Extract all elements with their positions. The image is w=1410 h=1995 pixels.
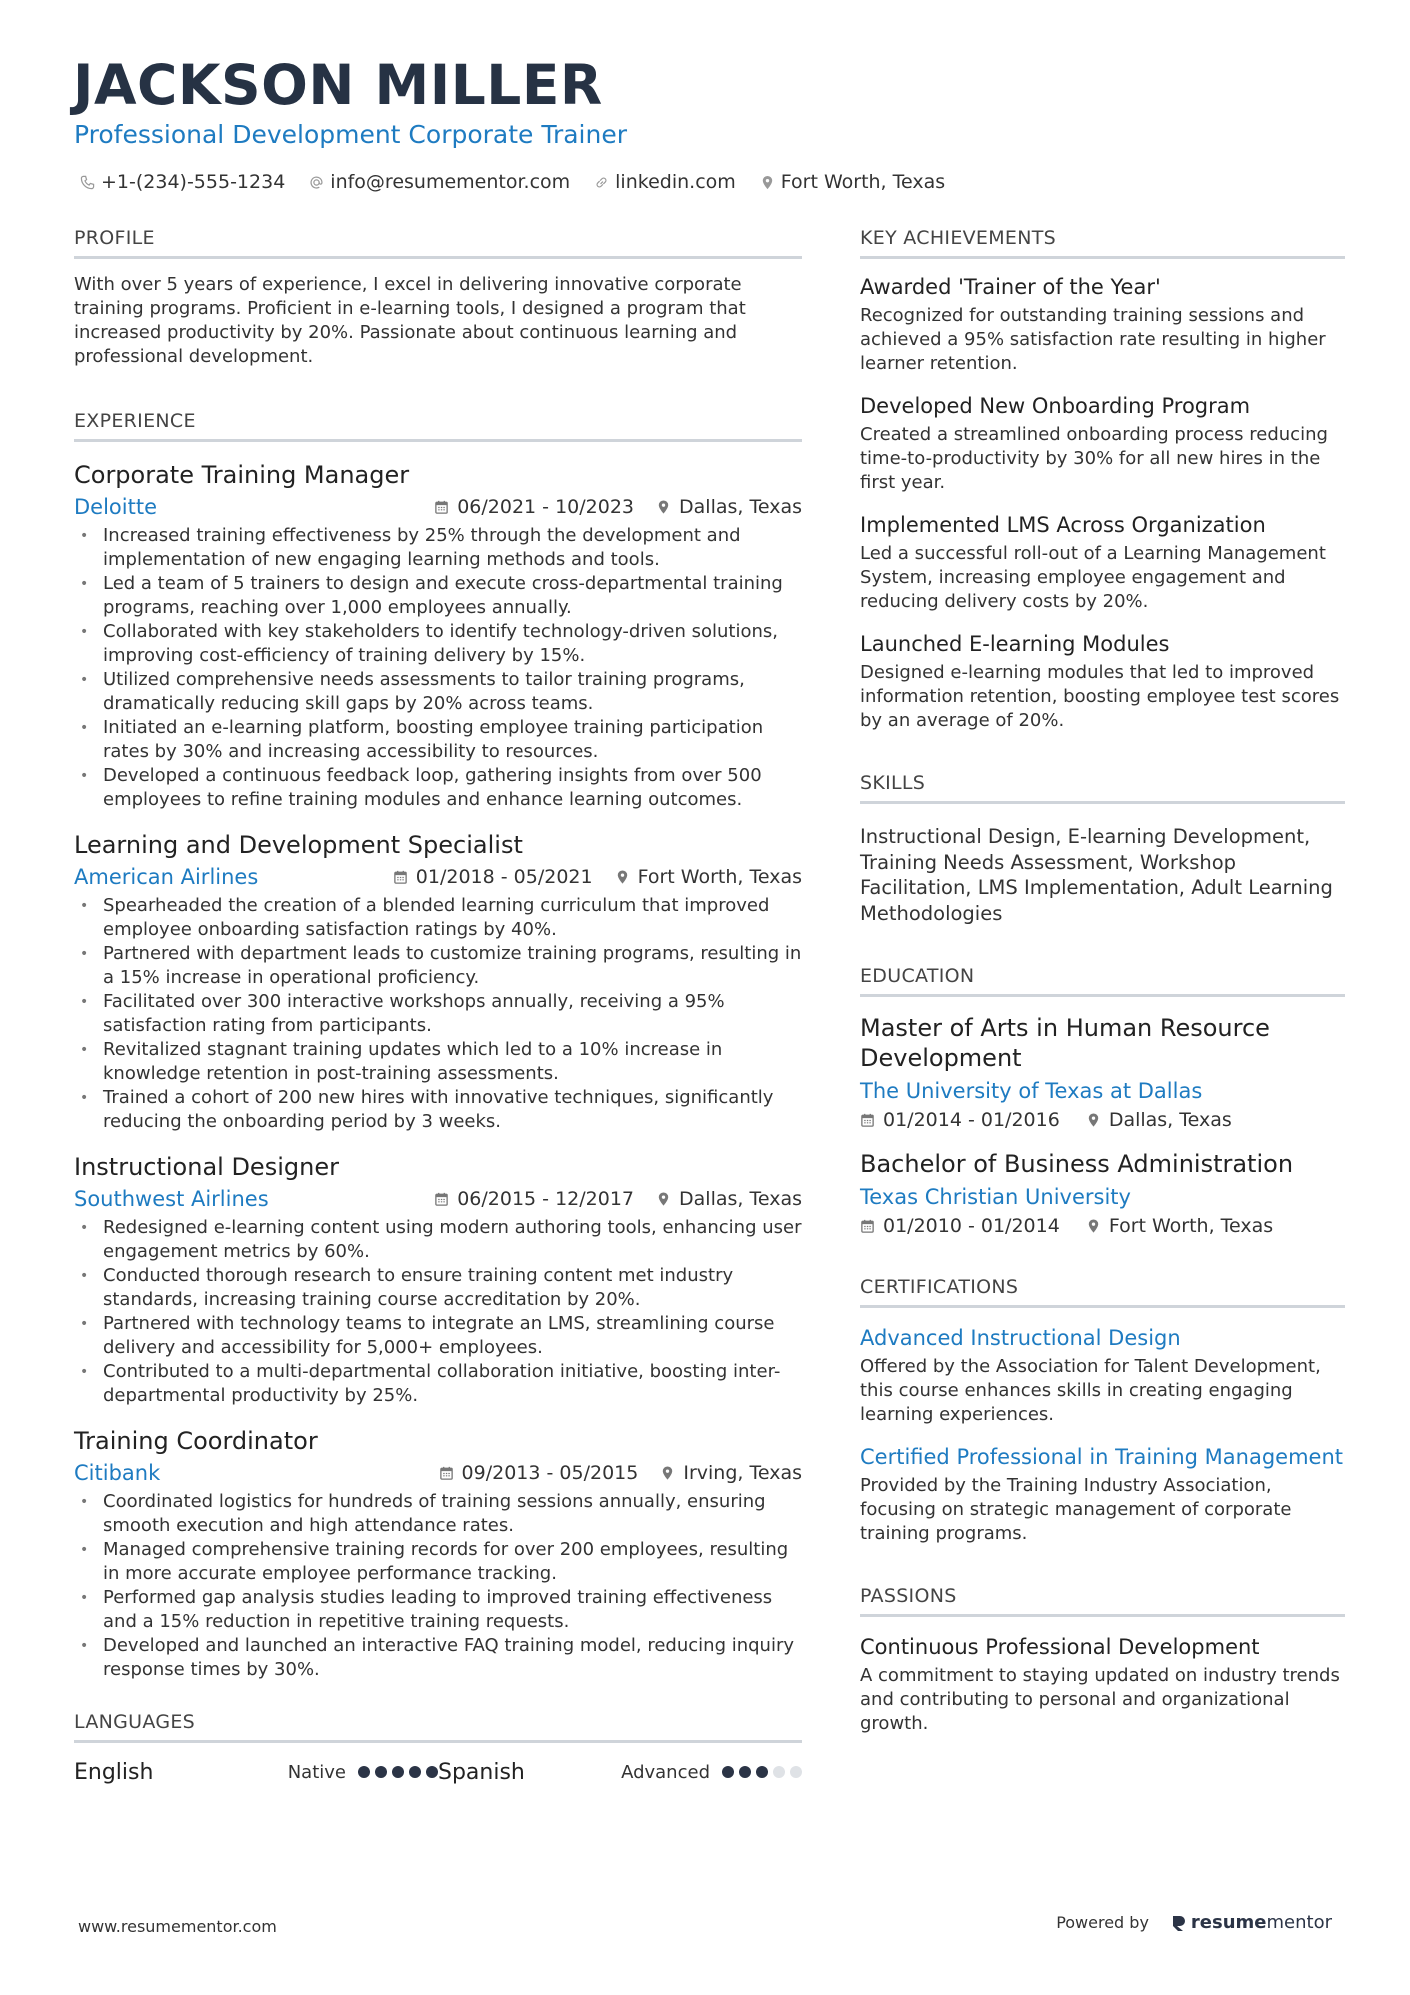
job-location: [615, 864, 802, 890]
company-name: Southwest Airlines: [74, 1187, 269, 1211]
job-dates: [393, 864, 593, 890]
location-pin-icon: [660, 1465, 675, 1481]
brand-logo[interactable]: [1171, 1912, 1332, 1933]
passions-section: [860, 1584, 1345, 1736]
job-location: [656, 494, 802, 520]
footer-branding: [1056, 1912, 1332, 1933]
rating-dot: [790, 1766, 802, 1778]
education-dates: [860, 1213, 1060, 1239]
school-name: The University of Texas at Dallas: [860, 1079, 1203, 1103]
bullet-item: • Increased training effectiveness by 25% through the development and implementation of new engaging learning methods and tools.: [74, 524, 802, 572]
location-text: Fort Worth, Texas: [780, 171, 946, 193]
left-column: [74, 226, 802, 1787]
bullet-item: • Developed and launched an interactive FAQ training model, reducing inquiry response times by 30%.: [74, 1634, 802, 1682]
education-heading: EDUCATION: [860, 964, 1345, 997]
calendar-icon: [434, 1191, 449, 1207]
jobs-list: [74, 460, 802, 1682]
languages-heading: LANGUAGES: [74, 1710, 802, 1743]
job-meta: [74, 1186, 802, 1212]
certifications-heading: CERTIFICATIONS: [860, 1275, 1345, 1308]
languages-section: [74, 1710, 802, 1787]
job-title: Corporate Training Manager: [74, 461, 410, 489]
job-location: [656, 1186, 802, 1212]
bullet-item: • Contributed to a multi-departmental collaboration initiative, boosting inter-departmental productivity by 25%.: [74, 1360, 802, 1408]
calendar-icon: [439, 1465, 454, 1481]
contact-email[interactable]: [309, 170, 570, 194]
certification-desc: Provided by the Training Industry Association, focusing on strategic management of corporate training programs.: [860, 1475, 1292, 1544]
degree-title: Master of Arts in Human Resource Development: [860, 1014, 1270, 1072]
certification-item: [860, 1324, 1345, 1427]
skills-section: [860, 771, 1345, 926]
bullet-item: • Revitalized stagnant training updates which led to a 10% increase in knowledge retention in post-training assessments.: [74, 1038, 802, 1086]
job-bullets: [74, 524, 802, 812]
language-item: [438, 1760, 802, 1785]
education-meta: [860, 1213, 1345, 1239]
bullet-item: • Trained a cohort of 200 new hires with innovative techniques, significantly reducing the onboarding period by 3 weeks.: [74, 1086, 802, 1134]
job-dates-text: 06/2021 - 10/2023: [457, 496, 635, 518]
language-level: Native: [287, 1761, 346, 1783]
rating-dot: [392, 1766, 404, 1778]
calendar-icon: [434, 499, 449, 515]
achievements-section: [860, 226, 1345, 733]
achievement-desc: Led a successful roll-out of a Learning Management System, increasing employee engagement and reducing delivery costs by 20%.: [860, 543, 1326, 612]
experience-heading: EXPERIENCE: [74, 409, 802, 442]
language-rating: [722, 1766, 802, 1778]
language-name: Spanish: [438, 1759, 525, 1785]
education-dates-text: 01/2014 - 01/2016: [883, 1109, 1060, 1131]
email-text: info@resumementor.com: [330, 171, 571, 193]
job-dates-text: 01/2018 - 05/2021: [415, 866, 593, 888]
bullet-item: • Spearheaded the creation of a blended learning curriculum that improved employee onboarding satisfaction ratings by 40%.: [74, 894, 802, 942]
job-bullets: [74, 894, 802, 1134]
job-meta-right: [439, 1460, 802, 1486]
location-pin-icon: [656, 499, 671, 515]
achievements-list: [860, 273, 1345, 733]
job-location-text: Fort Worth, Texas: [637, 866, 802, 888]
profile-text: With over 5 years of experience, I excel in delivering innovative corporate training programs. Proficient in e-learning tools, I designed a program that increased productivity by 20%. Passionate about continuous learning and professional development.: [74, 274, 746, 367]
degree-title: Bachelor of Business Administration: [860, 1150, 1294, 1178]
job-entry: [74, 1426, 802, 1682]
certifications-list: [860, 1324, 1345, 1546]
bullet-item: • Led a team of 5 trainers to design and execute cross-departmental training programs, reaching over 1,000 employees annually.: [74, 572, 802, 620]
achievement-title: Launched E-learning Modules: [860, 632, 1170, 656]
job-meta-right: [393, 864, 802, 890]
job-entry: [74, 1152, 802, 1408]
location-pin-icon: [1086, 1112, 1101, 1128]
contact-bar: [80, 170, 945, 194]
at-icon: [309, 175, 324, 190]
profile-heading: PROFILE: [74, 226, 802, 259]
job-dates: [439, 1460, 639, 1486]
language-level: Advanced: [621, 1761, 710, 1783]
education-location: [1086, 1107, 1232, 1133]
rating-dot: [722, 1766, 734, 1778]
resumementor-logo-icon: [1171, 1914, 1187, 1932]
company-name: Deloitte: [74, 495, 157, 519]
linkedin-text: linkedin.com: [615, 171, 736, 193]
education-location: [1086, 1213, 1273, 1239]
powered-by-label: Powered by: [1056, 1913, 1149, 1932]
job-bullets: [74, 1490, 802, 1682]
bullet-item: • Coordinated logistics for hundreds of training sessions annually, ensuring smooth execution and high attendance rates.: [74, 1490, 802, 1538]
location-pin-icon: [1086, 1218, 1101, 1234]
job-entry: [74, 830, 802, 1134]
profile-section: [74, 226, 802, 369]
school-name: Texas Christian University: [860, 1185, 1131, 1209]
certification-desc: Offered by the Association for Talent Development, this course enhances skills in creating engaging learning experiences.: [860, 1356, 1321, 1425]
bullet-item: • Developed a continuous feedback loop, gathering insights from over 500 employees to refine training modules and enhance learning outcomes.: [74, 764, 802, 812]
education-section: [860, 964, 1345, 1239]
phone-text: +1-(234)-555-1234: [101, 171, 286, 193]
education-dates-text: 01/2010 - 01/2014: [883, 1215, 1060, 1237]
achievement-item: [860, 392, 1345, 495]
job-entry: [74, 460, 802, 812]
location-pin-icon: [615, 869, 630, 885]
contact-phone[interactable]: [80, 170, 285, 194]
education-dates: [860, 1107, 1060, 1133]
achievement-item: [860, 273, 1345, 376]
achievement-title: Developed New Onboarding Program: [860, 394, 1251, 418]
calendar-icon: [860, 1218, 875, 1234]
achievement-desc: Recognized for outstanding training sessions and achieved a 95% satisfaction rate resulting in higher learner retention.: [860, 305, 1326, 374]
bullet-item: • Utilized comprehensive needs assessments to tailor training programs, dramatically reducing skill gaps by 20% across teams.: [74, 668, 802, 716]
location-pin-icon: [760, 175, 775, 190]
rating-dot: [358, 1766, 370, 1778]
certification-title: Certified Professional in Training Management: [860, 1445, 1344, 1469]
phone-icon: [80, 175, 95, 190]
right-column: [860, 226, 1345, 1736]
link-icon: [594, 175, 609, 190]
achievements-heading: KEY ACHIEVEMENTS: [860, 226, 1345, 259]
certification-item: [860, 1443, 1345, 1546]
job-meta: [74, 494, 802, 520]
certification-title: Advanced Instructional Design: [860, 1326, 1181, 1350]
brand-rest: mentor: [1266, 1912, 1332, 1933]
rating-dot: [739, 1766, 751, 1778]
languages-list: [74, 1757, 802, 1787]
achievement-item: [860, 630, 1345, 733]
bullet-item: • Partnered with technology teams to integrate an LMS, streamlining course delivery and accessibility for 5,000+ employees.: [74, 1312, 802, 1360]
company-name: American Airlines: [74, 865, 259, 889]
job-meta-right: [434, 1186, 802, 1212]
footer-website[interactable]: www.resumementor.com: [78, 1917, 277, 1936]
bullet-item: • Initiated an e-learning platform, boosting employee training participation rates by 30% and increasing accessibility to resources.: [74, 716, 802, 764]
achievement-desc: Created a streamlined onboarding process reducing time-to-productivity by 30% for all new hires in the first year.: [860, 424, 1328, 493]
bullet-item: • Conducted thorough research to ensure training content met industry standards, increasing training course accreditation by 20%.: [74, 1264, 802, 1312]
job-dates-text: 06/2015 - 12/2017: [457, 1188, 635, 1210]
contact-location: [760, 170, 945, 194]
bullet-item: • Partnered with department leads to customize training programs, resulting in a 15% increase in operational proficiency.: [74, 942, 802, 990]
bullet-item: • Redesigned e-learning content using modern authoring tools, enhancing user engagement metrics by 60%.: [74, 1216, 802, 1264]
skills-text: Instructional Design, E-learning Development, Training Needs Assessment, Workshop Facilitation, LMS Implementation, Adult Learning Methodologies: [860, 825, 1333, 925]
achievement-title: Awarded 'Trainer of the Year': [860, 275, 1161, 299]
calendar-icon: [860, 1112, 875, 1128]
education-item: [860, 1013, 1345, 1133]
job-title: Instructional Designer: [74, 1153, 339, 1181]
rating-dot: [375, 1766, 387, 1778]
brand-bold: resume: [1190, 1912, 1267, 1933]
experience-section: [74, 409, 802, 1682]
rating-dot: [756, 1766, 768, 1778]
company-name: Citibank: [74, 1461, 161, 1485]
language-item: [74, 1760, 438, 1785]
education-location-text: Dallas, Texas: [1108, 1109, 1232, 1131]
job-title: Training Coordinator: [74, 1427, 318, 1455]
job-dates: [434, 494, 634, 520]
contact-linkedin[interactable]: [594, 170, 736, 194]
passions-list: [860, 1633, 1345, 1736]
education-item: [860, 1149, 1345, 1239]
job-meta: [74, 864, 802, 890]
bullet-item: • Performed gap analysis studies leading to improved training effectiveness and a 15% reduction in repetitive training requests.: [74, 1586, 802, 1634]
bullet-item: • Facilitated over 300 interactive workshops annually, receiving a 95% satisfaction rating from participants.: [74, 990, 802, 1038]
job-location-text: Dallas, Texas: [679, 1188, 802, 1210]
candidate-name: JACKSON MILLER: [73, 53, 603, 117]
passion-title: Continuous Professional Development: [860, 1635, 1260, 1659]
job-bullets: [74, 1216, 802, 1408]
passion-item: [860, 1633, 1345, 1736]
passions-heading: PASSIONS: [860, 1584, 1345, 1617]
bullet-item: • Collaborated with key stakeholders to identify technology-driven solutions, improving cost-efficiency of training delivery by 15%.: [74, 620, 802, 668]
achievement-title: Implemented LMS Across Organization: [860, 513, 1266, 537]
education-location-text: Fort Worth, Texas: [1108, 1215, 1274, 1237]
job-location-text: Dallas, Texas: [679, 496, 802, 518]
job-meta-right: [434, 494, 802, 520]
job-meta: [74, 1460, 802, 1486]
job-title: Learning and Development Specialist: [74, 831, 523, 859]
education-meta: [860, 1107, 1345, 1133]
bullet-item: • Managed comprehensive training records for over 200 employees, resulting in more accurate employee performance tracking.: [74, 1538, 802, 1586]
rating-dot: [409, 1766, 421, 1778]
candidate-role: Professional Development Corporate Trainer: [74, 120, 628, 149]
job-location-text: Irving, Texas: [683, 1462, 802, 1484]
job-location: [660, 1460, 802, 1486]
achievement-desc: Designed e-learning modules that led to improved information retention, boosting employee test scores by an average of 20%.: [860, 662, 1340, 731]
rating-dot: [426, 1766, 438, 1778]
education-list: [860, 1013, 1345, 1239]
passion-desc: A commitment to staying updated on industry trends and contributing to personal and organizational growth.: [860, 1665, 1340, 1734]
rating-dot: [773, 1766, 785, 1778]
language-rating: [358, 1766, 438, 1778]
skills-heading: SKILLS: [860, 771, 1345, 804]
achievement-item: [860, 511, 1345, 614]
certifications-section: [860, 1275, 1345, 1546]
language-name: English: [74, 1759, 154, 1785]
calendar-icon: [393, 869, 408, 885]
job-dates: [434, 1186, 634, 1212]
job-dates-text: 09/2013 - 05/2015: [461, 1462, 639, 1484]
location-pin-icon: [656, 1191, 671, 1207]
